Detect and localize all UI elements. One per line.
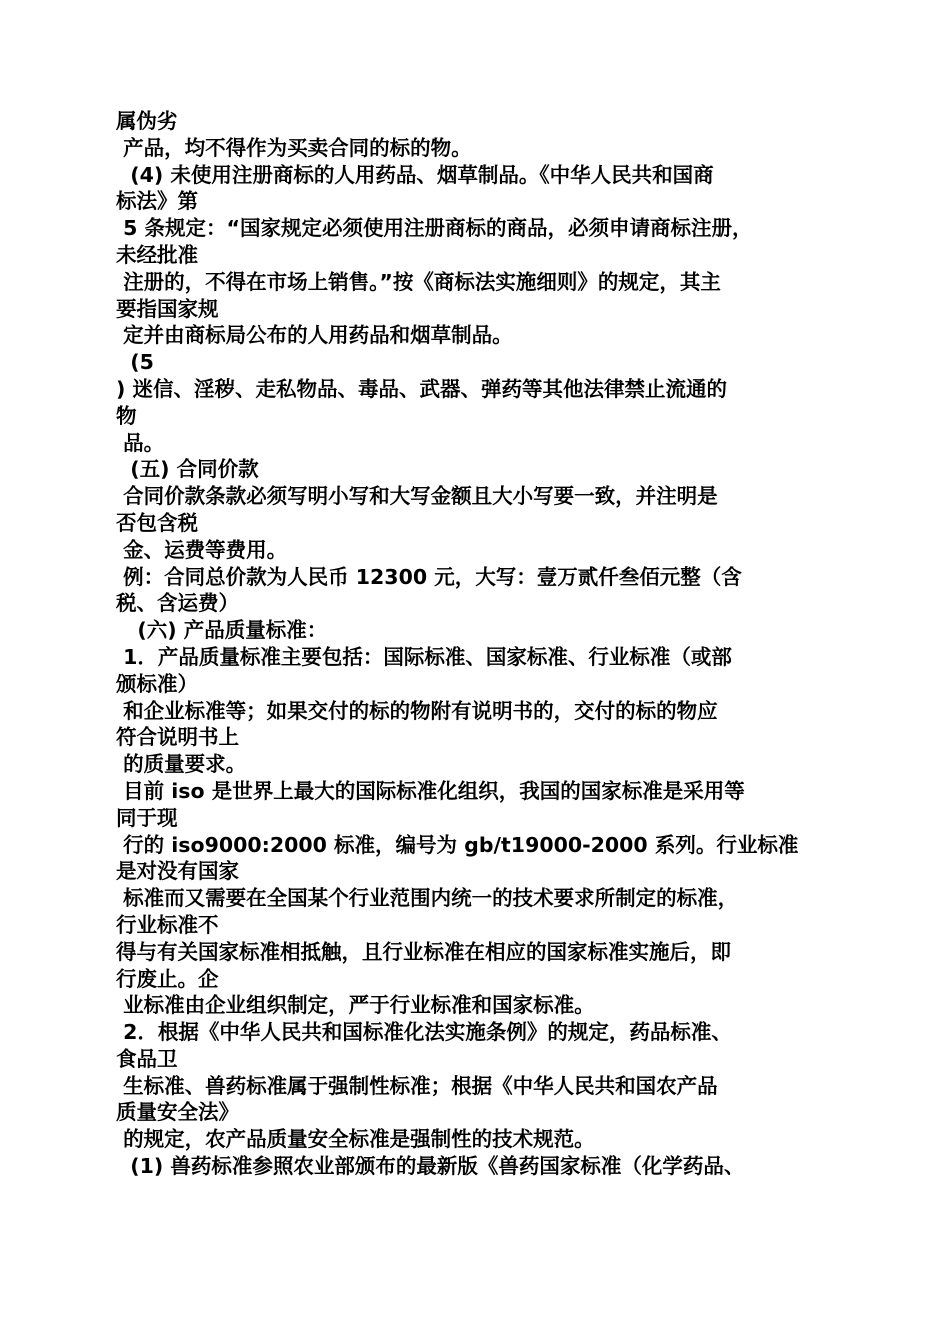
text-line: 同于现 xyxy=(116,805,178,830)
text-line: 颁标准） xyxy=(116,671,198,696)
text-line: 税、含运费） xyxy=(116,591,239,616)
text-line: 属伪劣 xyxy=(116,109,178,133)
text-line: 目前 iso 是世界上最大的国际标准化组织，我国的国家标准是采用等 xyxy=(116,778,745,803)
text-line: 未经批准 xyxy=(116,242,198,267)
text-line: 定并由商标局公布的人用药品和烟草制品。 xyxy=(116,323,513,348)
text-line: 行的 iso9000:2000 标准，编号为 gb/t19000-2000 系列。行业标准 xyxy=(116,832,799,857)
text-line: 要指国家规 xyxy=(116,296,219,321)
text-line: (六) 产品质量标准： xyxy=(116,618,328,643)
text-line: 得与有关国家标准相抵触，且行业标准在相应的国家标准实施后，即 xyxy=(116,939,731,964)
text-line: 是对没有国家 xyxy=(116,859,239,884)
text-line: 金、运费等费用。 xyxy=(116,537,288,562)
text-line: 品。 xyxy=(116,430,165,455)
text-line: 产品，均不得作为买卖合同的标的物。 xyxy=(116,135,472,160)
text-line: 符合说明书上 xyxy=(116,725,239,750)
text-line: ) 迷信、淫秽、走私物品、毒品、武器、弹药等其他法律禁止流通的 xyxy=(116,376,728,401)
text-line: 的规定，农产品质量安全标准是强制性的技术规范。 xyxy=(116,1127,595,1152)
text-line: (5 xyxy=(116,350,154,375)
text-line: 2．根据《中华人民共和国标准化法实施条例》的规定，药品标准、 xyxy=(116,1020,732,1045)
text-line: 注册的，不得在市场上销售。”按《商标法实施细则》的规定，其主 xyxy=(116,269,721,294)
text-line: 的质量要求。 xyxy=(116,752,247,777)
text-line: 和企业标准等；如果交付的标的物附有说明书的，交付的标的物应 xyxy=(116,698,718,723)
text-line: 物 xyxy=(116,403,137,428)
text-line: 标准而又需要在全国某个行业范围内统一的技术要求所制定的标准， xyxy=(116,886,739,911)
text-line: 生标准、兽药标准属于强制性标准；根据《中华人民共和国农产品 xyxy=(116,1073,718,1098)
text-line: (1) 兽药标准参照农业部颁布的最新版《兽药国家标准（化学药品、 xyxy=(116,1154,745,1179)
text-line: (五) 合同价款 xyxy=(116,457,259,482)
text-line: 5 条规定：“国家规定必须使用注册商标的商品，必须申请商标注册， xyxy=(116,216,753,241)
text-line: 否包含税 xyxy=(116,510,198,535)
document-body xyxy=(116,108,846,1180)
text-line: 合同价款条款必须写明小写和大写金额且大小写要一致，并注明是 xyxy=(116,484,718,509)
text-line: (4) 未使用注册商标的人用药品、烟草制品。《中华人民共和国商 xyxy=(116,162,714,187)
text-line: 质量安全法》 xyxy=(116,1100,239,1125)
text-line: 食品卫 xyxy=(116,1046,178,1071)
text-line: 业标准由企业组织制定，严于行业标准和国家标准。 xyxy=(116,993,595,1018)
text-line: 行废止。企 xyxy=(116,966,219,991)
text-line: 行业标准不 xyxy=(116,912,219,937)
text-line: 1．产品质量标准主要包括：国际标准、国家标准、行业标准（或部 xyxy=(116,644,732,669)
text-line: 例：合同总价款为人民币 12300 元，大写：壹万贰仟叁佰元整（含 xyxy=(116,564,742,589)
text-line: 标法》第 xyxy=(116,189,198,214)
